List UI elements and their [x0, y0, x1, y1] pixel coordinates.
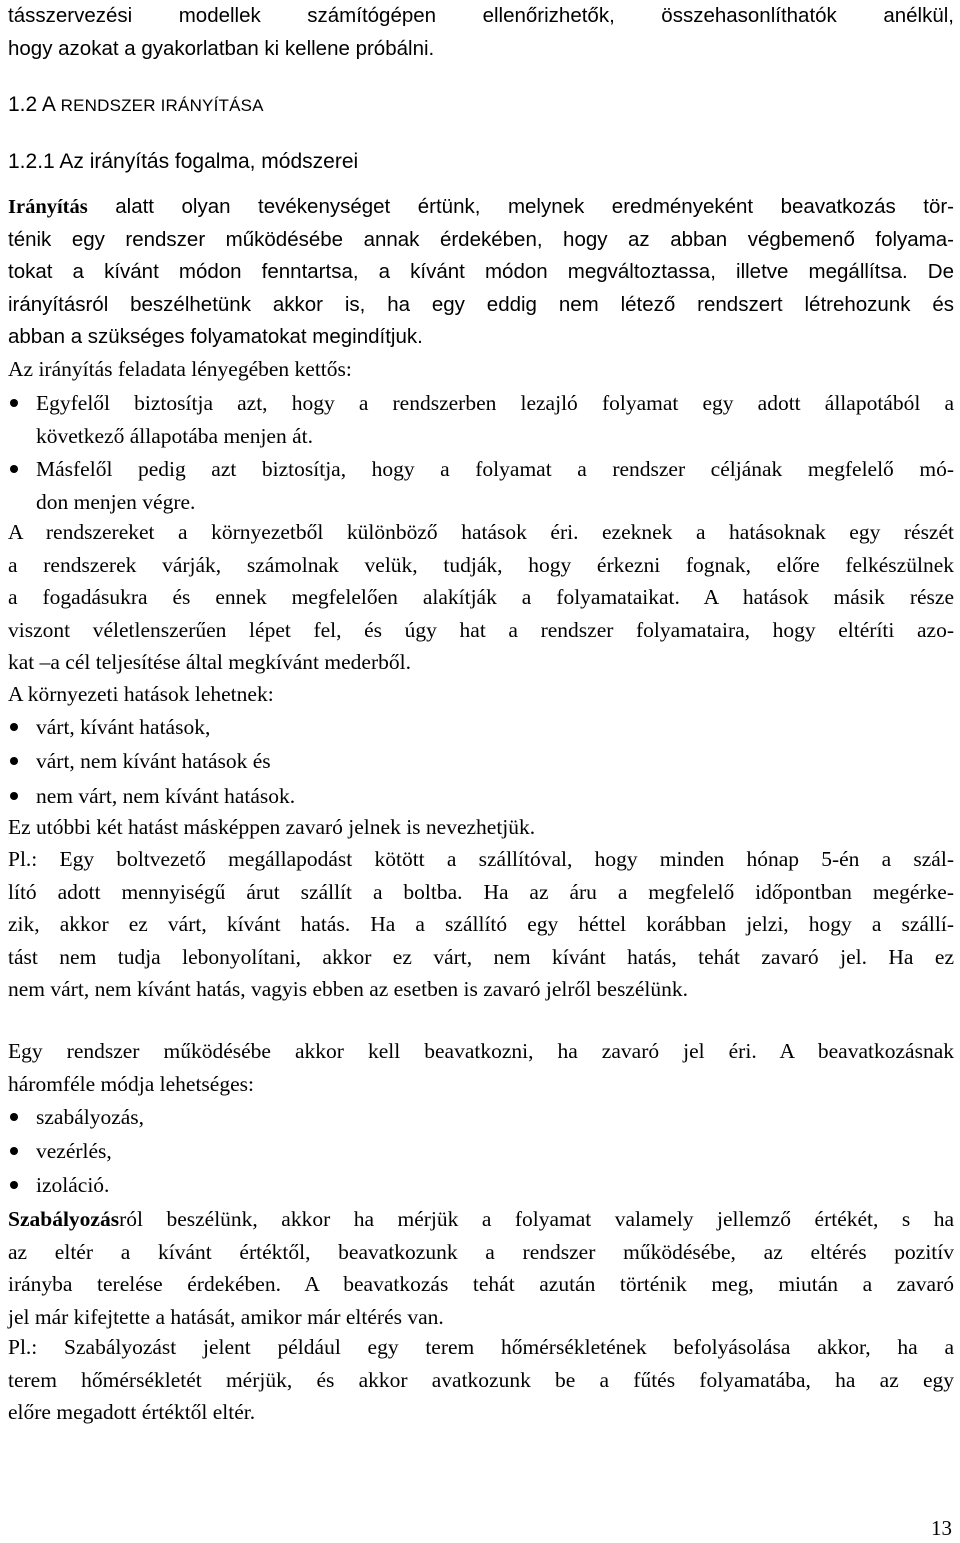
page-number: 13	[931, 1516, 952, 1540]
text-line: Egy rendszer működésébe akkor kell beavatkozni, ha zavaró jel éri. A beavatkozásnak	[8, 1039, 954, 1063]
bullet-icon	[10, 465, 18, 473]
bullet-icon	[10, 1113, 18, 1121]
text-line: lító adott mennyiségű árut szállít a boltba. Ha az áru a megfelelő időpontban megérke-	[8, 879, 954, 904]
text-line: várt, nem kívánt hatások és	[36, 749, 271, 773]
text-line: irányításról beszélhetünk akkor is, ha egy eddig nem létező rendszert létrehozunk és	[8, 292, 954, 316]
text-line: Az irányítás feladata lényegében kettős:	[8, 357, 352, 381]
text-line: szabályozás,	[36, 1105, 145, 1129]
text-line: kat –a cél teljesítése által megkívánt mederből.	[8, 650, 411, 674]
subsection-title: 1.2.1 Az irányítás fogalma, módszerei	[8, 150, 359, 173]
text-line: irányba terelése érdekében. A beavatkozás tehát azután történik meg, miután a zavaró	[8, 1272, 954, 1296]
text-line: abban a szükséges folyamatokat megindítjuk.	[8, 325, 423, 348]
text-line: tást nem tudja lebonyolítani, akkor ez várt, nem kívánt hatás, tehát zavaró jel. Ha ez	[8, 944, 954, 969]
env-effects-note	[8, 811, 954, 844]
text-line: a fogadásukra és ennek megfelelően alakítják a folyamataikat. A hatások másik része	[8, 585, 954, 609]
dual-task-intro	[8, 353, 954, 386]
bullet-icon	[10, 1181, 18, 1189]
text-line: tokat a kívánt módon fenntartsa, a kívánt módon megváltoztassa, illetve megállítsa. De	[8, 260, 954, 283]
text-line: tásszervezési modellek számítógépen ellenőrizhetők, összehasonlíthatók anélkül,	[8, 4, 954, 27]
regulation-paragraph	[8, 1203, 954, 1333]
text-line: Másfelől pedig azt biztosítja, hogy a folyamat a rendszer céljának megfelelő mó-	[36, 457, 954, 481]
text-line: jel már kifejtette a hatását, amikor már eltérés van.	[8, 1304, 444, 1329]
intervention-paragraph	[8, 1035, 954, 1100]
text-line: viszont véletlenszerűen lépet fel, és úgy hat a rendszer folyamataira, hogy eltéríti azo-	[8, 617, 954, 642]
example-paragraph	[8, 843, 954, 1006]
term-szabalyozas: Szabályozás	[8, 1207, 120, 1231]
bullet-icon	[10, 723, 18, 731]
text-line: vezérlés,	[36, 1139, 112, 1163]
text-line: ténik egy rendszer működésébe annak érdekében, hogy az abban végbemenő folyama-	[8, 227, 954, 251]
text-line: Ez utóbbi két hatást másképpen zavaró jelnek is nevezhetjük.	[8, 815, 536, 839]
example-paragraph	[8, 1331, 954, 1429]
text-line: Egyfelől biztosítja azt, hogy a rendszerben lezajló folyamat egy adott állapotából a	[36, 391, 954, 415]
text-line: nem várt, nem kívánt hatás, vagyis ebben az esetben is zavaró jelről beszélünk.	[8, 977, 688, 1001]
text-line: nem várt, nem kívánt hatások.	[36, 784, 296, 808]
section-title: RENDSZER IRÁNYÍTÁSA	[60, 96, 264, 115]
text-line: zik, akkor ez várt, kívánt hatás. Ha a szállító egy héttel korábban jelzi, hogy a szállí-	[8, 912, 954, 936]
subsection-heading	[8, 146, 954, 179]
text-line: izoláció.	[36, 1173, 110, 1197]
term-iranyitas: Irányítás	[8, 196, 88, 218]
text-line: következő állapotába menjen át.	[36, 423, 313, 448]
text-segment: ról beszélünk, akkor ha mérjük a folyamat valamely jellemző értékét, s ha	[119, 1207, 954, 1231]
intro-paragraph	[8, 0, 954, 65]
text-line: a rendszerek várják, számolnak velük, tudják, hogy érkezni fognak, előre felkészülnek	[8, 552, 954, 577]
bullet-icon	[10, 792, 18, 800]
text-line: hogy azokat a gyakorlatban ki kellene próbálni.	[8, 36, 435, 60]
text-line: A környezeti hatások lehetnek:	[8, 682, 274, 706]
env-effects-intro	[8, 678, 954, 711]
text-line: várt, kívánt hatások,	[36, 715, 211, 739]
text-line: Pl.: Egy boltvezető megállapodást kötött a szállítóval, hogy minden hónap 5-én a szál-	[8, 847, 954, 871]
text-line: A rendszereket a környezetből különböző hatások éri. ezeknek a hatásoknak egy részét	[8, 520, 954, 544]
section-number: 1.2	[8, 93, 38, 116]
text-line: Pl.: Szabályozást jelent például egy terem hőmérsékletének befolyásolása akkor, ha a	[8, 1335, 954, 1359]
definition-paragraph	[8, 191, 954, 354]
bullet-icon	[10, 1147, 18, 1155]
bullet-icon	[10, 399, 18, 407]
text-segment: alatt olyan tevékenységet értünk, melynek eredményeként beavatkozás tör-	[87, 195, 954, 218]
bullet-icon	[10, 757, 18, 765]
section-heading	[8, 89, 954, 122]
text-line: előre megadott értéktől eltér.	[8, 1400, 256, 1424]
effects-paragraph	[8, 516, 954, 679]
section-title-initial: A	[41, 93, 55, 116]
text-line: don menjen végre.	[36, 489, 196, 514]
text-line: az eltér a kívánt értéktől, beavatkozunk a rendszer működésébe, az eltérés pozitív	[8, 1239, 954, 1264]
text-line: háromféle módja lehetséges:	[8, 1071, 254, 1096]
text-line: terem hőmérsékletét mérjük, és akkor avatkozunk be a fűtés folyamatába, ha az egy	[8, 1367, 954, 1392]
